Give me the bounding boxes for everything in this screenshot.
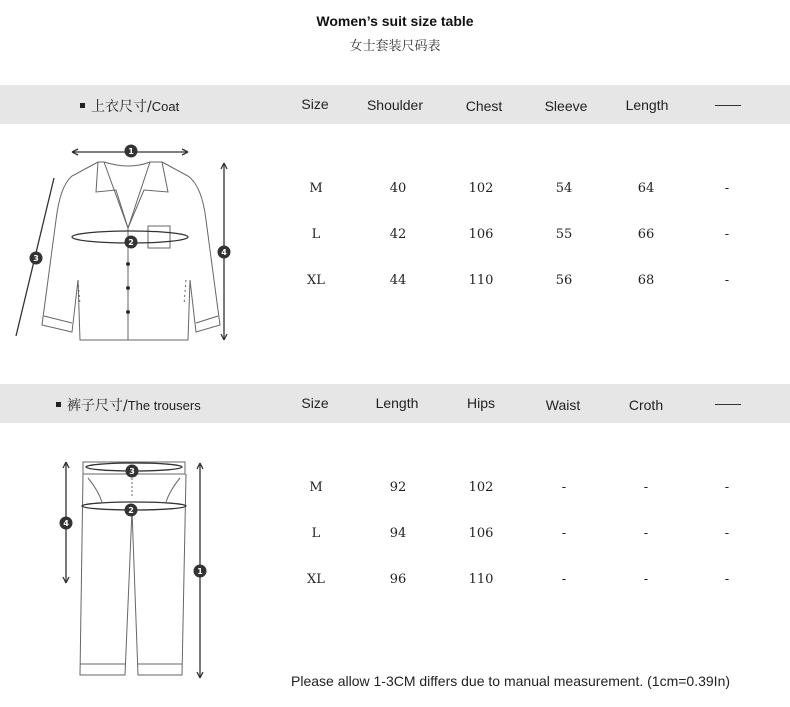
- trousers-label-zh: 裤子尺寸/: [67, 398, 128, 414]
- coat-header-length: Length: [625, 97, 669, 113]
- coat-cell-size: M: [309, 181, 323, 196]
- trousers-cell-size: XL: [307, 572, 325, 587]
- coat-label-zh: 上衣尺寸/: [91, 99, 152, 115]
- coat-cell: -: [724, 227, 730, 242]
- coat-cell: 64: [637, 181, 655, 196]
- trousers-cell: 102: [468, 480, 494, 495]
- trousers-cell: 96: [389, 572, 407, 587]
- coat-cell: 110: [468, 273, 494, 288]
- page-subtitle: 女士套装尺码表: [349, 39, 441, 54]
- trousers-header-hips: Hips: [466, 395, 495, 411]
- trousers-marker-label: 1: [197, 567, 203, 576]
- trousers-section-label: [56, 395, 201, 415]
- coat-marker-3: [30, 252, 43, 265]
- trousers-cell: 110: [468, 572, 494, 587]
- bullet-icon: [80, 103, 85, 108]
- coat-marker-label: 1: [128, 147, 134, 156]
- trousers-cell: -: [724, 480, 730, 495]
- coat-cell: -: [724, 181, 730, 196]
- coat-label-en: Coat: [151, 99, 180, 114]
- trousers-marker-2: [125, 504, 138, 517]
- coat-section-label: [80, 96, 179, 116]
- trousers-marker-label: 2: [128, 506, 134, 515]
- trousers-marker-3: [126, 465, 139, 478]
- coat-cell: 54: [555, 181, 573, 196]
- trousers-cell: -: [643, 572, 649, 587]
- trousers-cell-size: M: [309, 480, 323, 495]
- trousers-cell: -: [643, 526, 649, 541]
- trousers-cell: 94: [389, 526, 407, 541]
- coat-cell: 42: [389, 227, 407, 242]
- trousers-cell: -: [643, 480, 649, 495]
- coat-cell: 66: [637, 227, 655, 242]
- trousers-marker-label: 4: [63, 519, 69, 528]
- trousers-cell: -: [561, 572, 567, 587]
- trousers-cell-size: L: [311, 526, 321, 541]
- coat-cell: 56: [555, 273, 573, 288]
- coat-header-dash: [715, 105, 741, 106]
- trousers-cell: 106: [468, 526, 494, 541]
- trousers-marker-1: [194, 565, 207, 578]
- coat-header-size: Size: [301, 96, 329, 112]
- trousers-header-length: Length: [375, 395, 419, 411]
- trousers-diagram: [40, 450, 230, 690]
- coat-cell: 102: [468, 181, 494, 196]
- coat-cell-size: L: [311, 227, 321, 242]
- coat-header-chest: Chest: [465, 98, 503, 114]
- coat-marker-label: 4: [221, 248, 227, 257]
- coat-marker-2: [125, 236, 138, 249]
- trousers-header-band: [0, 384, 790, 423]
- measurement-note: Please allow 1-3CM differs due to manual measurement. (1cm=0.39In): [291, 673, 731, 689]
- coat-cell: 44: [389, 273, 407, 288]
- coat-header-band: [0, 85, 790, 124]
- trousers-header-size: Size: [301, 395, 329, 411]
- trousers-label-en: The trousers: [127, 398, 201, 413]
- coat-marker-1: [125, 145, 138, 158]
- bullet-icon: [56, 402, 61, 407]
- trousers-cell: -: [724, 526, 730, 541]
- trousers-header-dash: [715, 404, 741, 405]
- trousers-header-croth: Croth: [628, 397, 664, 413]
- trousers-marker-4: [60, 517, 73, 530]
- coat-cell: -: [724, 273, 730, 288]
- trousers-header-waist: Waist: [545, 397, 581, 413]
- coat-cell: 55: [555, 227, 573, 242]
- trousers-cell: -: [561, 526, 567, 541]
- page-title: Women’s suit size table: [316, 13, 474, 29]
- coat-cell: 68: [637, 273, 655, 288]
- coat-diagram: [0, 130, 260, 355]
- coat-marker-label: 2: [128, 238, 134, 247]
- trousers-cell: 92: [389, 480, 407, 495]
- trousers-marker-label: 3: [129, 467, 135, 476]
- coat-cell-size: XL: [307, 273, 325, 288]
- trousers-cell: -: [561, 480, 567, 495]
- trousers-cell: -: [724, 572, 730, 587]
- coat-cell: 40: [389, 181, 407, 196]
- coat-cell: 106: [468, 227, 494, 242]
- coat-marker-label: 3: [33, 254, 39, 263]
- coat-marker-4: [218, 246, 231, 259]
- coat-header-shoulder: Shoulder: [366, 97, 424, 113]
- coat-header-sleeve: Sleeve: [544, 98, 588, 114]
